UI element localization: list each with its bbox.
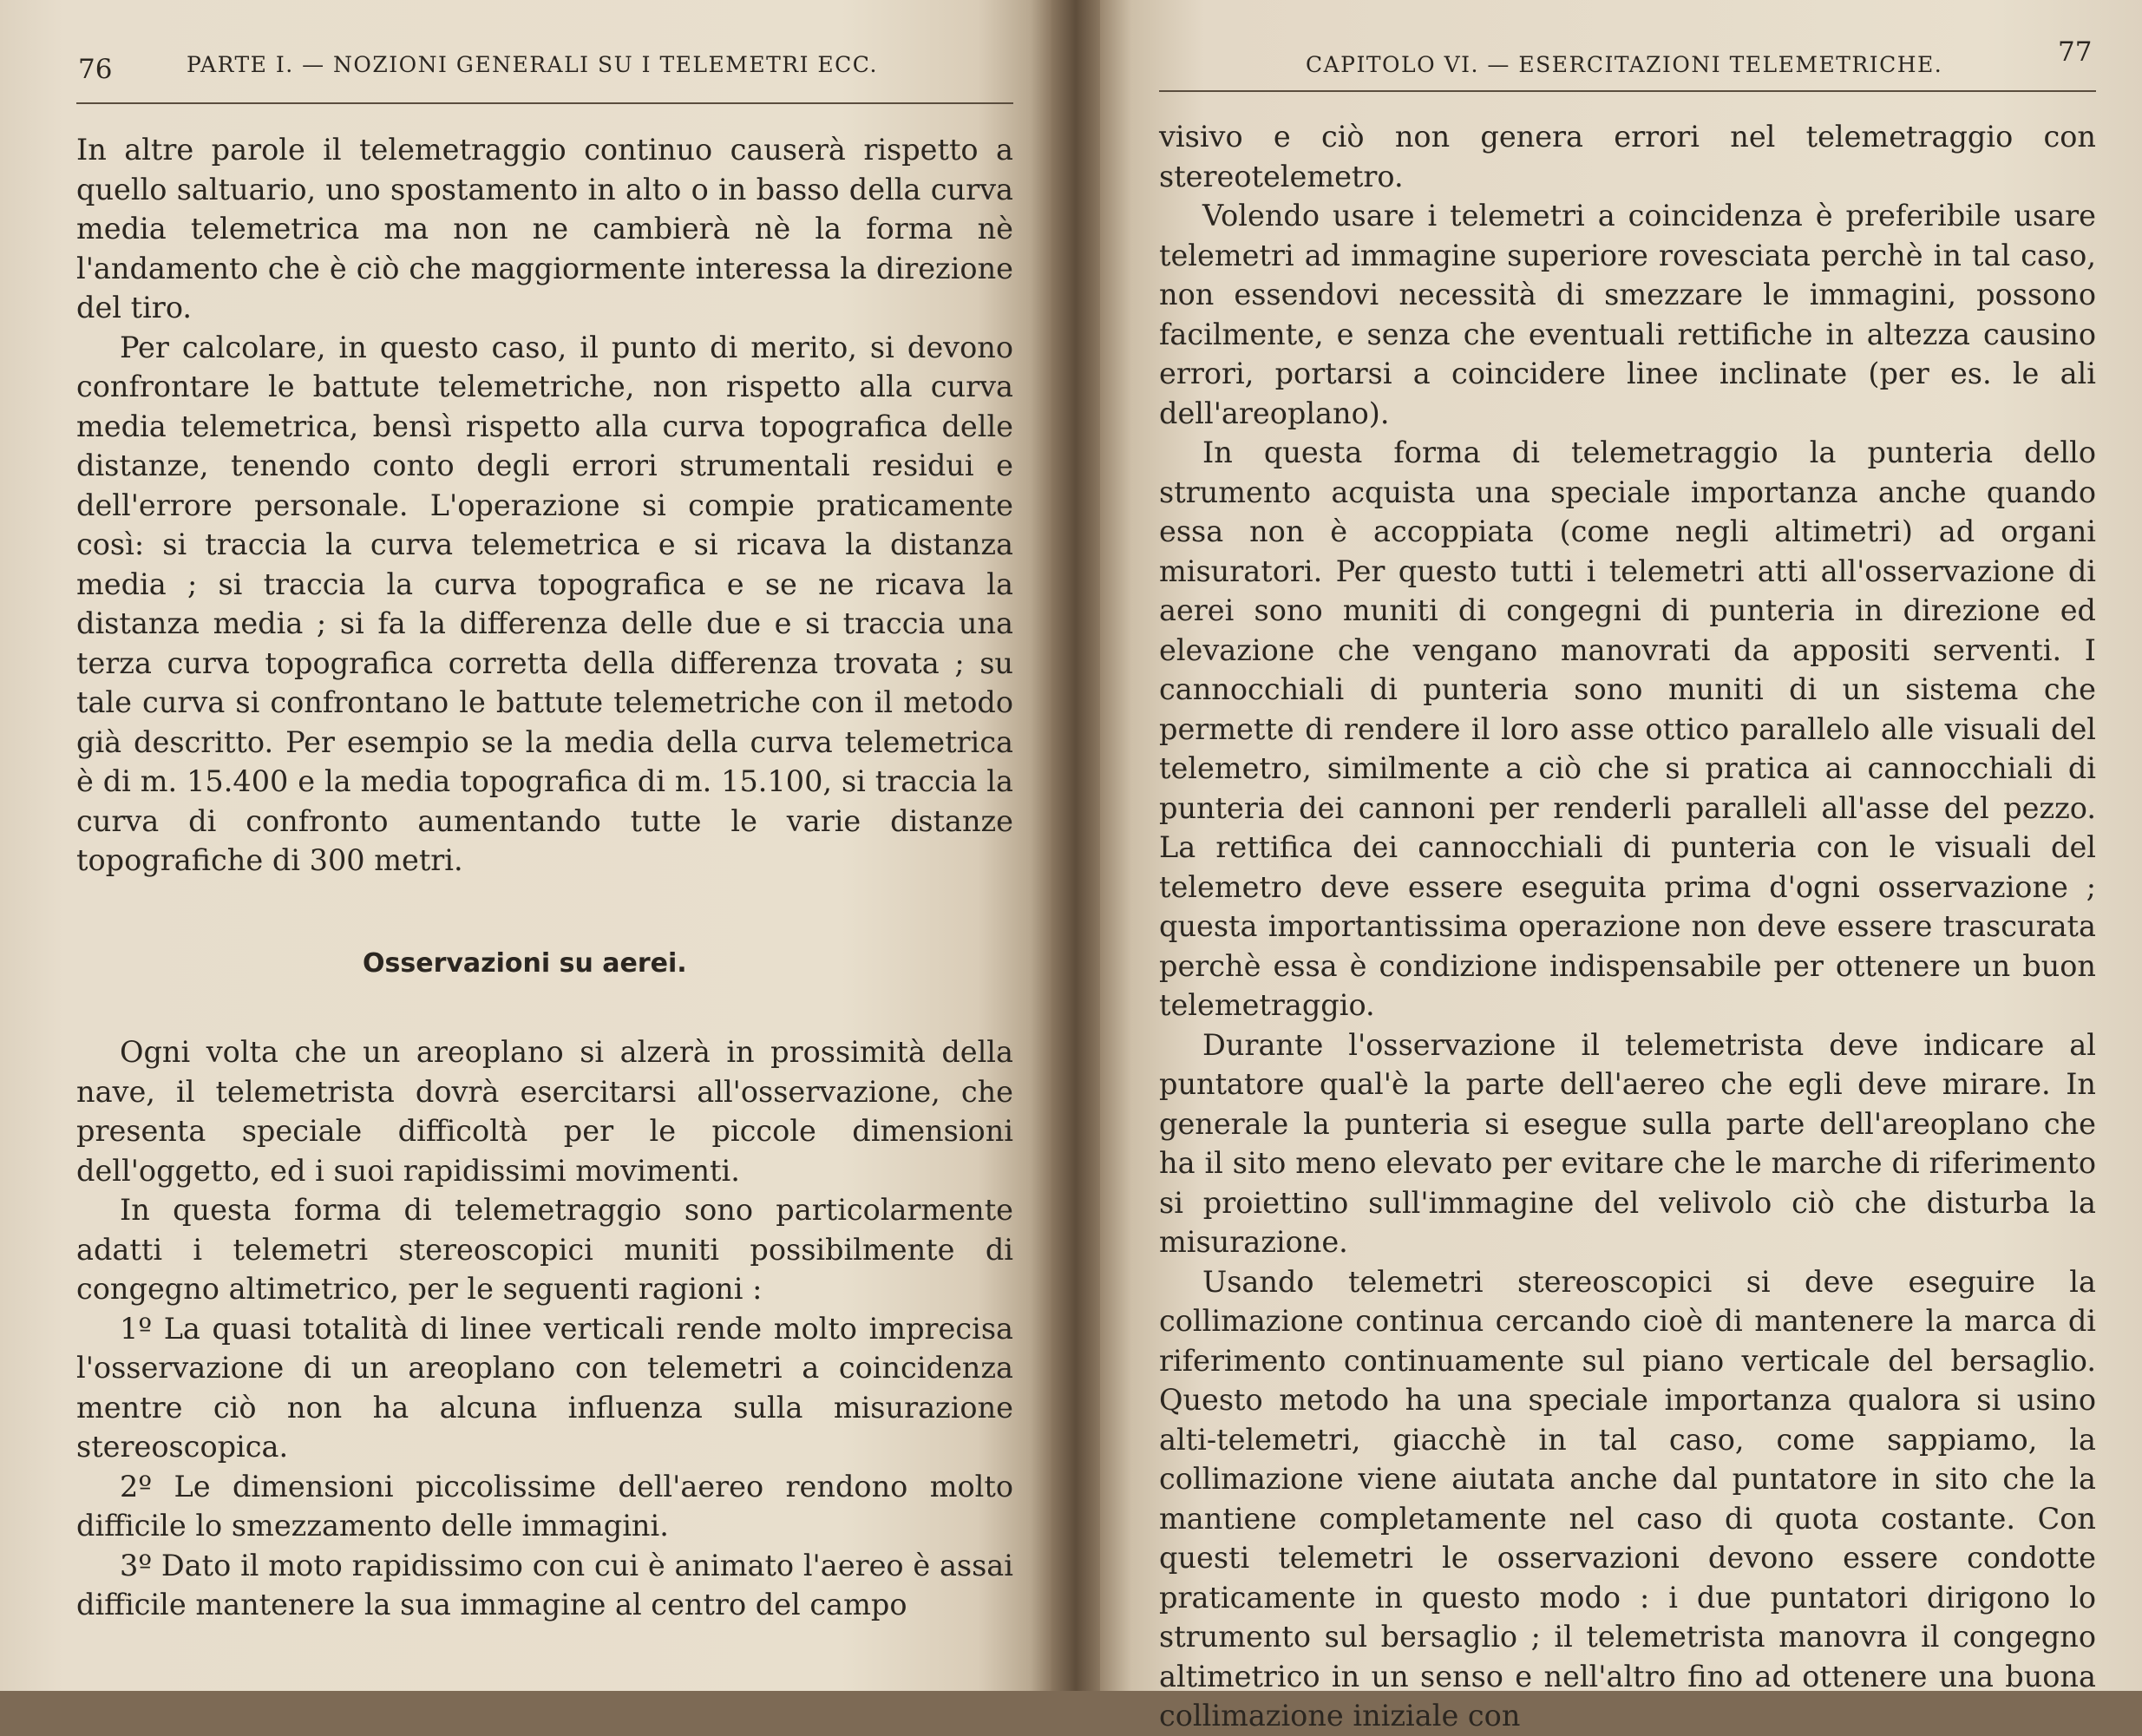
book-gutter	[1051, 0, 1100, 1691]
paragraph: Ogni volta che un areoplano si alzerà in prossimità della nave, il telemetrista dovrà esercitarsi all'osservazione, che presenta speciale difficoltà per le piccole dimensioni dell'oggetto, ed i suoi rapidissimi movimenti.	[76, 1035, 1013, 1188]
text-block-bottom	[76, 1032, 1013, 1625]
paragraph: Per calcolare, in questo caso, il punto di merito, si devono confrontare le battute telemetriche, non rispetto alla curva media telemetrica, bensì rispetto alla curva topografica delle distanze, tenendo conto degli errori strumentali residui e dell'errore personale. L'operazione si compie praticamente così: si traccia la curva telemetrica e si ricava la distanza media ; si traccia la curva topografica e se ne ricava la distanza media ; si fa la differenza delle due e si traccia una terza curva topografica corretta della differenza trovata ; su tale curva si confrontano le battute telemetriche con il metodo già descritto. Per esempio se la media della curva telemetrica è di m. 15.400 e la media topografica di m. 15.100, si traccia la curva di confronto aumentando tutte le varie distanze topografiche di 300 metri.	[76, 330, 1013, 877]
page-number: 76	[78, 54, 113, 85]
right-page	[1100, 0, 2142, 1733]
paragraph: Durante l'osservazione il telemetrista deve indicare al puntatore qual'è la parte dell'aereo che egli deve mirare. In generale la punteria si esegue sulla parte dell'areoplano che ha il sito meno elevato per evitare che le marche di riferimento si proiettino sull'immagine del velivolo ciò che disturba la misurazione.	[1159, 1027, 2096, 1259]
paragraph: In questa forma di telemetraggio sono particolarmente adatti i telemetri stereoscopici muniti possibilmente di congegno altimetrico, per le seguenti ragioni :	[76, 1193, 1013, 1306]
paragraph: 3º Dato il moto rapidissimo con cui è animato l'aereo è assai difficile mantenere la sua immagine al centro del campo	[76, 1548, 1013, 1621]
header-rule	[1159, 90, 2096, 92]
paragraph: In questa forma di telemetraggio la punteria dello strumento acquista una speciale importanza anche quando essa non è accoppiata (come negli altimetri) ad organi misuratori. Per questo tutti i telemetri atti all'osservazione di aerei sono muniti di congegni di punteria in direzione ed elevazione che vengano manovrati da appositi serventi. I cannocchiali di punteria sono muniti di un sistema che permette di rendere il loro asse ottico parallelo alle visuali del telemetro, similmente a ciò che si pratica ai cannocchiali di punteria dei cannoni per renderli paralleli all'asse del pezzo. La rettifica dei cannocchiali di punteria con le visuali del telemetro deve essere eseguita prima d'ogni osservazione ; questa importantissima operazione non deve essere trascurata perchè essa è condizione indispensabile per ottenere un buon telemetraggio.	[1159, 436, 2096, 1022]
text-block-top	[76, 130, 1013, 881]
header-rule	[76, 102, 1013, 104]
text-block	[1159, 117, 2096, 1736]
paragraph: Usando telemetri stereoscopici si deve eseguire la collimazione continua cercando cioè di mantenere la marca di riferimento continuamente sul piano verticale del bersaglio. Questo metodo ha una speciale importanza qualora si usino alti-telemetri, giacchè in tal caso, come sappiamo, la collimazione viene aiutata anche dal puntatore in sito che la mantiene completamente nel caso di quota costante. Con questi telemetri le osservazioni devono essere condotte praticamente in questo modo : i due puntatori dirigono lo strumento sul bersaglio ; il telemetrista manovra il congegno altimetrico in un senso e nell'altro fino ad ottenere una buona collimazione iniziale con	[1159, 1264, 2096, 1733]
paragraph: 2º Le dimensioni piccolissime dell'aereo rendono molto difficile lo smezzamento delle immagini.	[76, 1469, 1013, 1543]
section-title: Osservazioni su aerei.	[363, 948, 687, 979]
page-number: 77	[2058, 36, 2093, 68]
paragraph: Volendo usare i telemetri a coincidenza è preferibile usare telemetri ad immagine superiore rovesciata perchè in tal caso, non essendovi necessità di smezzare le immagini, possono facilmente, e senza che eventuali rettifiche in altezza causino errori, portarsi a coincidere linee inclinate (per es. le ali dell'areoplano).	[1159, 199, 2096, 430]
running-header: PARTE I. — NOZIONI GENERALI SU I TELEMETRI ECC.	[187, 52, 878, 77]
paragraph: In altre parole il telemetraggio continuo causerà rispetto a quello saltuario, uno spostamento in alto o in basso della curva media telemetrica ma non ne cambierà nè la forma nè l'andamento che è ciò che maggiormente interessa la direzione del tiro.	[76, 133, 1013, 324]
paragraph: visivo e ciò non genera errori nel telemetraggio con stereotelemetro.	[1159, 120, 2096, 193]
paragraph: 1º La quasi totalità di linee verticali rende molto imprecisa l'osservazione di un areoplano con telemetri a coincidenza mentre ciò non ha alcuna influenza sulla misurazione stereoscopica.	[76, 1311, 1013, 1464]
left-page	[0, 0, 1051, 1691]
running-header: CAPITOLO VI. — ESERCITAZIONI TELEMETRICHE.	[1306, 52, 1943, 77]
